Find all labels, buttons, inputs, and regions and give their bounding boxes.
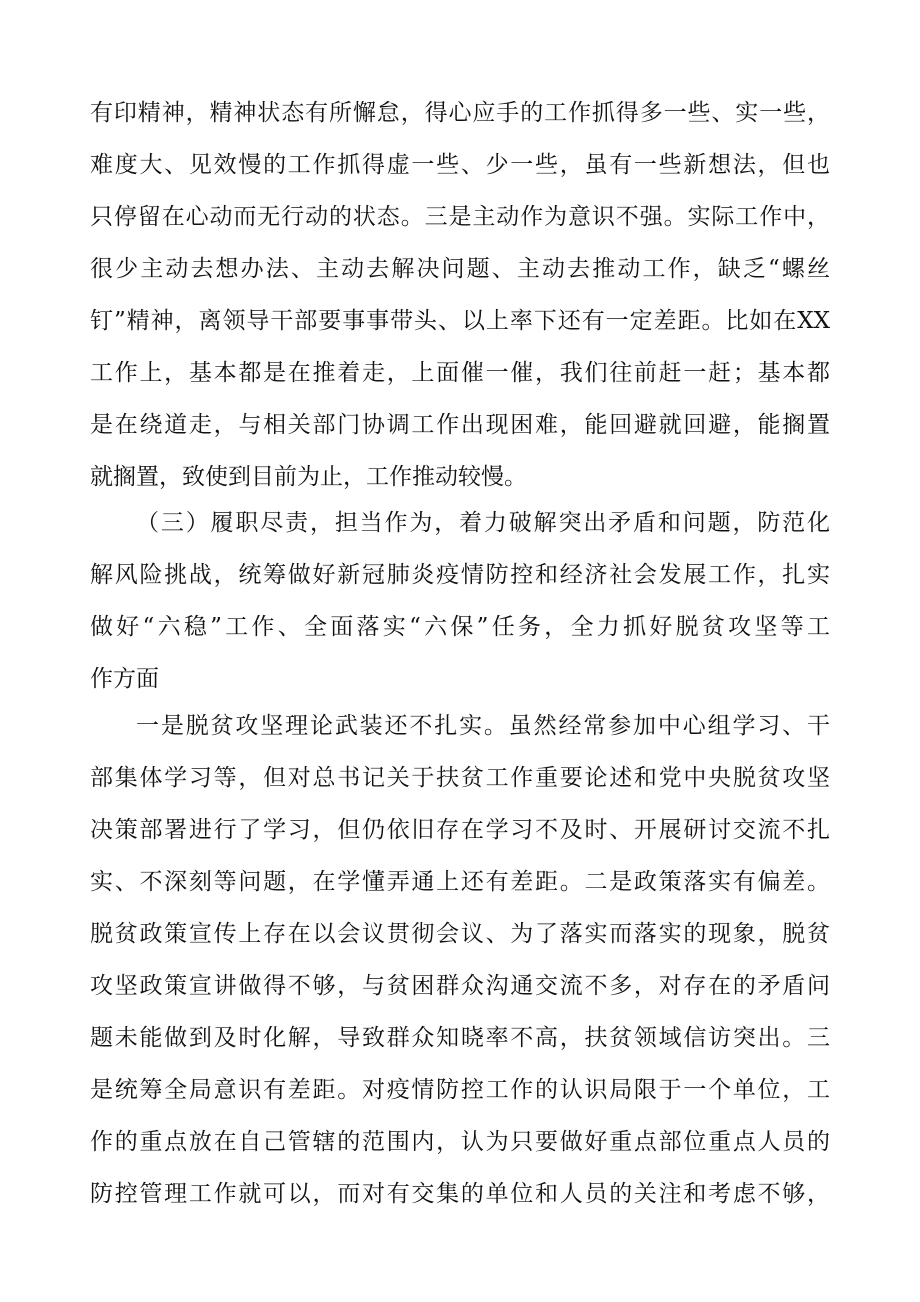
paragraph-1-line-1: 有印精神，精神状态有所懈怠，得心应手的工作抓得多一些、实一些，	[90, 100, 830, 126]
paragraph-3-line-4: 实、不深刻等问题，在学懂弄通上还有差距。二是政策落实有偏差。	[90, 869, 830, 895]
paragraph-3-line-9: 作的重点放在自己管辖的范围内，认为只要做好重点部位重点人员的	[90, 1129, 830, 1155]
paragraph-1-line-3: 只停留在心动而无行动的状态。三是主动作为意识不强。实际工作中，	[90, 204, 830, 230]
paragraph-2-line-4: 作方面	[90, 666, 159, 692]
paragraph-3-line-1: 一是脱贫攻坚理论武装还不扎实。虽然经常参加中心组学习、干	[136, 713, 830, 739]
paragraph-2-line-3: 做好“六稳”工作、全面落实“六保”任务，全力抓好脱贫攻坚等工	[90, 614, 830, 640]
paragraph-1-line-8: 就搁置，致使到目前为止，工作推动较慢。	[90, 464, 527, 490]
paragraph-3-line-5: 脱贫政策宣传上存在以会议贯彻会议、为了落实而落实的现象，脱贫	[90, 921, 830, 947]
paragraph-1-line-7: 是在绕道走，与相关部门协调工作出现困难，能回避就回避，能搁置	[90, 412, 830, 438]
paragraph-1-line-4: 很少主动去想办法、主动去解决问题、主动去推动工作，缺乏“螺丝	[90, 256, 830, 282]
paragraph-3-line-10: 防控管理工作就可以，而对有交集的单位和人员的关注和考虑不够，	[90, 1181, 830, 1207]
paragraph-3-line-8: 是统筹全局意识有差距。对疫情防控工作的认识局限于一个单位，工	[90, 1077, 830, 1103]
paragraph-1-line-2: 难度大、见效慢的工作抓得虚一些、少一些，虽有一些新想法，但也	[90, 152, 830, 178]
paragraph-3-line-3: 决策部署进行了学习，但仍依旧存在学习不及时、开展研讨交流不扎	[90, 817, 830, 843]
paragraph-3-line-6: 攻坚政策宣讲做得不够，与贫困群众沟通交流不多，对存在的矛盾问	[90, 973, 830, 999]
paragraph-3-line-2: 部集体学习等，但对总书记关于扶贫工作重要论述和党中央脱贫攻坚	[90, 765, 830, 791]
paragraph-3-line-7: 题未能做到及时化解，导致群众知晓率不高，扶贫领域信访突出。三	[90, 1025, 830, 1051]
paragraph-1-line-6: 工作上，基本都是在推着走，上面催一催，我们往前赶一赶；基本都	[90, 360, 830, 386]
paragraph-2-line-1: （三）履职尽责，担当作为，着力破解突出矛盾和问题，防范化	[136, 510, 830, 536]
paragraph-1-line-5: 钉”精神，离领导干部要事事带头、以上率下还有一定差距。比如在XX	[90, 308, 830, 334]
paragraph-2-line-2: 解风险挑战，统筹做好新冠肺炎疫情防控和经济社会发展工作，扎实	[90, 562, 830, 588]
